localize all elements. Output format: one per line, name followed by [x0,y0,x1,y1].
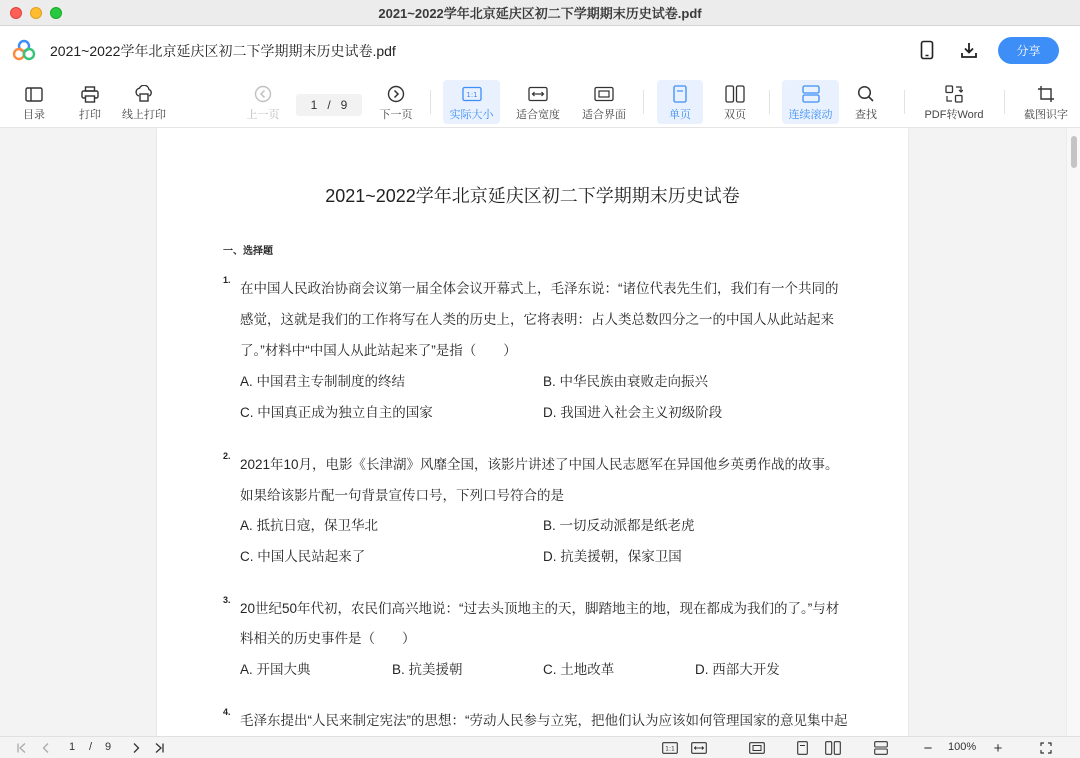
single-page-button[interactable]: 单页 [657,80,703,124]
two-pages-icon [725,83,745,105]
single-page-icon[interactable] [794,740,810,756]
share-button[interactable]: 分享 [998,37,1059,64]
app-header [0,26,1080,74]
chevron-left-circle-icon [254,83,272,105]
question-text-line: 如果给该影片配一句背景宣传口号，下列口号符合的是 [240,488,564,503]
pdf-to-word-button[interactable]: PDF转Word [918,80,990,124]
actual-size-icon [462,83,482,105]
sidebar-icon [25,83,43,105]
cloud-print-icon [134,83,154,105]
status-page-separator: / [89,741,93,753]
search-button[interactable]: 查找 [848,80,884,124]
answer-option: C. 土地改革 [543,662,615,677]
crop-icon [1037,83,1055,105]
answer-option: C. 中国人民站起来了 [240,549,366,564]
question-text-line: 2021年10月，电影《长津湖》风靡全国，该影片讲述了中国人民志愿军在异国他乡英勇作战的故事。 [240,457,839,472]
fit-width-icon [528,83,548,105]
close-window-button[interactable] [10,7,22,19]
mobile-device-icon[interactable] [915,38,939,62]
actual-size-button[interactable]: 1:1 实际大小 [443,80,500,124]
page-separator: / [327,98,331,112]
question-text-line: 20世纪50年代初，农民们高兴地说：“过去头顶地主的天，脚踏地主的地，现在都成为我们的了。”与材 [240,601,840,616]
toolbar-divider [430,90,431,114]
document-viewport[interactable] [0,128,1080,736]
two-pages-icon[interactable] [823,740,843,756]
continuous-scroll-icon[interactable] [872,740,890,756]
app-logo-icon [12,38,36,62]
question-text-line: 了。”材料中“中国人从此站起来了”是指（ ） [240,343,517,358]
minimize-window-button[interactable] [30,7,42,19]
actual-size-icon[interactable] [660,740,680,756]
answer-option: A. 开国大典 [240,662,311,677]
answer-option: D. 抗美援朝，保家卫国 [543,549,682,564]
answer-option: D. 我国进入社会主义初级阶段 [543,405,723,420]
online-print-button[interactable]: 线上打印 [119,80,169,124]
question-number: 2. [223,451,231,461]
status-bar [0,736,1080,758]
fit-page-button[interactable]: 适合界面 [579,80,629,124]
answer-option: B. 中华民族由衰败走向振兴 [543,374,709,389]
zoom-in-icon[interactable]: + [993,739,1003,757]
last-page-icon[interactable] [151,740,167,756]
toc-button[interactable]: 目录 [14,80,54,124]
zoom-level: 100% [948,741,977,753]
page-number-input[interactable] [296,94,362,116]
answer-option: A. 抵抗日寇，保卫华北 [240,518,379,533]
answer-option: B. 抗美援朝 [392,662,463,677]
answer-option: C. 中国真正成为独立自主的国家 [240,405,433,420]
next-page-icon[interactable] [128,740,144,756]
question-text-line: 毛泽东提出“人民来制定宪法”的思想：“劳动人民参与立宪，把他们认为应该如何管理国家的意见集中起 [240,713,848,728]
toolbar-divider [1004,90,1005,114]
file-name: 2021~2022学年北京延庆区初二下学期期末历史试卷.pdf [50,43,396,59]
fit-page-icon[interactable] [747,740,767,756]
question-number: 3. [223,595,231,605]
single-page-icon [673,83,687,105]
fit-width-button[interactable]: 适合宽度 [513,80,563,124]
chevron-right-circle-icon [387,83,405,105]
fit-width-icon[interactable] [689,740,709,756]
svg-text:1:1: 1:1 [665,745,675,753]
document-title: 2021~2022学年北京延庆区初二下学期期末历史试卷 [325,186,740,206]
fit-page-icon [594,83,614,105]
maximize-window-button[interactable] [50,7,62,19]
answer-option: A. 中国君主专制制度的终结 [240,374,406,389]
toolbar-divider [643,90,644,114]
print-button[interactable]: 打印 [70,80,110,124]
question-text-line: 在中国人民政治协商会议第一届全体会议开幕式上，毛泽东说：“诸位代表先生们，我们有一个共同的 [240,281,839,296]
svg-text:1:1: 1:1 [465,91,478,99]
answer-option: B. 一切反动派都是纸老虎 [543,518,695,533]
window-title-bar [0,0,1080,26]
fullscreen-icon[interactable] [1038,740,1054,756]
question-text-line: 感觉，这就是我们的工作将写在人类的历史上，它将表明：占人类总数四分之一的中国人从此站起来 [240,312,834,327]
question-text-line: 料相关的历史事件是（ ） [240,631,416,646]
total-pages: 9 [340,98,348,112]
section-title: 一、选择题 [223,246,273,257]
two-pages-button[interactable]: 双页 [713,80,757,124]
download-icon[interactable] [957,38,981,62]
status-total-pages: 9 [105,741,112,753]
question-number: 1. [223,275,231,285]
first-page-icon[interactable] [14,740,30,756]
pdf-page [157,128,908,736]
continuous-scroll-icon [802,83,820,105]
status-current-page: 1 [69,741,76,753]
window-title: 2021~2022学年北京延庆区初二下学期期末历史试卷.pdf [378,6,702,21]
answer-option: D. 西部大开发 [695,662,780,677]
question-number: 4. [223,707,231,717]
scrollbar-thumb[interactable] [1071,136,1077,168]
vertical-scrollbar[interactable] [1066,128,1080,736]
zoom-out-icon[interactable]: − [923,739,933,757]
toolbar [0,74,1080,128]
search-icon [857,83,875,105]
toolbar-divider [904,90,905,114]
continuous-scroll-button[interactable]: 连续滚动 [782,80,839,124]
current-page: 1 [310,98,318,112]
screenshot-ocr-button[interactable]: 截图识字 [1020,80,1072,124]
toolbar-divider [769,90,770,114]
window-controls [10,7,62,19]
next-page-button[interactable]: 下一页 [376,80,416,124]
prev-page-icon[interactable] [38,740,54,756]
prev-page-button[interactable]: 上一页 [243,80,283,124]
convert-icon [945,83,963,105]
printer-icon [81,83,99,105]
